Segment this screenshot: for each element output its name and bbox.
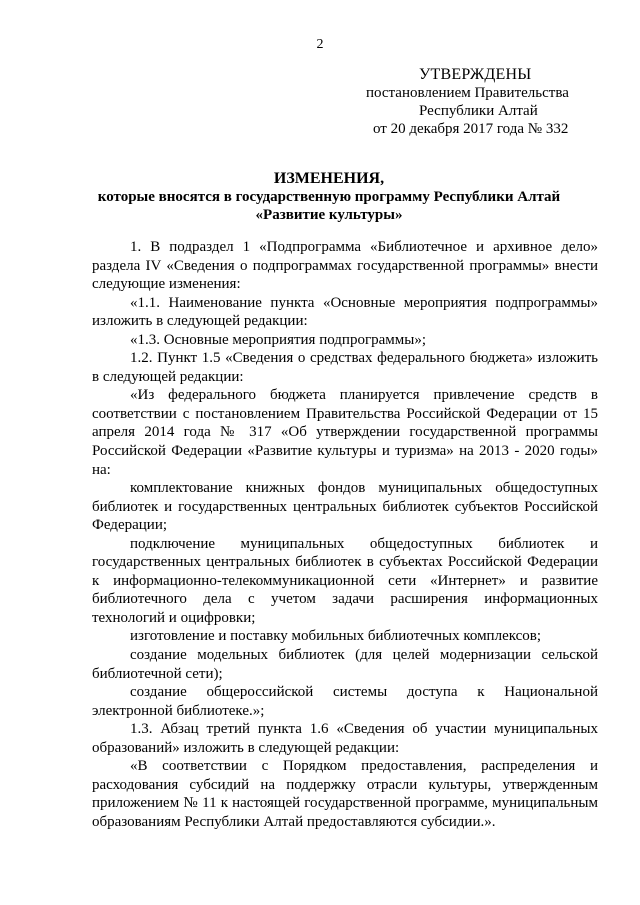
paragraph-7: подключение муниципальных общедоступных библиотек и государственных центральных библиотек в субъектах Российской Федерации к информационно-телекоммуникационной сети «Интернет» и развитие библиотечного дела с учетом задачи расширения информационных технологий и оцифровки;: [92, 535, 598, 626]
approval-stamp: [366, 66, 606, 138]
paragraph-9: создание модельных библиотек (для целей модернизации сельской библиотечной сети);: [92, 647, 598, 682]
paragraph-4: 1.2. Пункт 1.5 «Сведения о средствах федерального бюджета» изложить в следующей редакции:: [92, 350, 598, 385]
page-number: 2: [316, 37, 324, 52]
paragraph-3: «1.3. Основные мероприятия подпрограммы»;: [130, 331, 426, 348]
paragraph-1: 1. В подраздел 1 «Подпрограмма «Библиотечное и архивное дело» раздела IV «Сведения о подпрограммах государственной программы» внести следующие изменения:: [92, 239, 598, 293]
title-subheading: которые вносятся в государственную программу Республики Алтай: [97, 189, 561, 205]
document-body: [92, 238, 598, 832]
title-program-name: «Развитие культуры»: [255, 207, 403, 223]
paragraph-12: «В соответствии с Порядком предоставления, распределения и расходования субсидий на поддержку отрасли культуры, утвержденным приложением № 11 к настоящей государственной программе, муниципальным образованиям Республики Алтай предоставляются субсидии.».: [92, 758, 598, 830]
paragraph-6: комплектование книжных фондов муниципальных общедоступных библиотек и государственных центральных библиотек субъектов Российской Федерации;: [92, 480, 598, 534]
document-title: [60, 170, 598, 224]
paragraph-8: изготовление и поставку мобильных библиотечных комплексов;: [130, 628, 542, 645]
approval-region: Республики Алтай: [419, 103, 538, 119]
approval-heading: УТВЕРЖДЕНЫ: [419, 66, 532, 83]
paragraph-11: 1.3. Абзац третий пункта 1.6 «Сведения об участии муниципальных образований» изложить в следующей редакции:: [92, 721, 598, 756]
paragraph-10: создание общероссийской системы доступа к Национальной электронной библиотеке.»;: [92, 684, 598, 719]
approval-date-number: от 20 декабря 2017 года № 332: [373, 121, 569, 137]
title-heading: ИЗМЕНЕНИЯ,: [273, 170, 385, 187]
paragraph-5: «Из федерального бюджета планируется привлечение средств в соответствии с постановлением Правительства Российской Федерации от 15 апреля 2014 года № 317 «Об утверждении государственной программы Российской Федерации «Развитие культуры и туризма» на 2013 - 2020 годы» на:: [92, 387, 598, 478]
approval-issuer: постановлением Правительства: [366, 85, 569, 101]
paragraph-2: «1.1. Наименование пункта «Основные мероприятия подпрограммы» изложить в следующей редакции:: [92, 294, 598, 330]
